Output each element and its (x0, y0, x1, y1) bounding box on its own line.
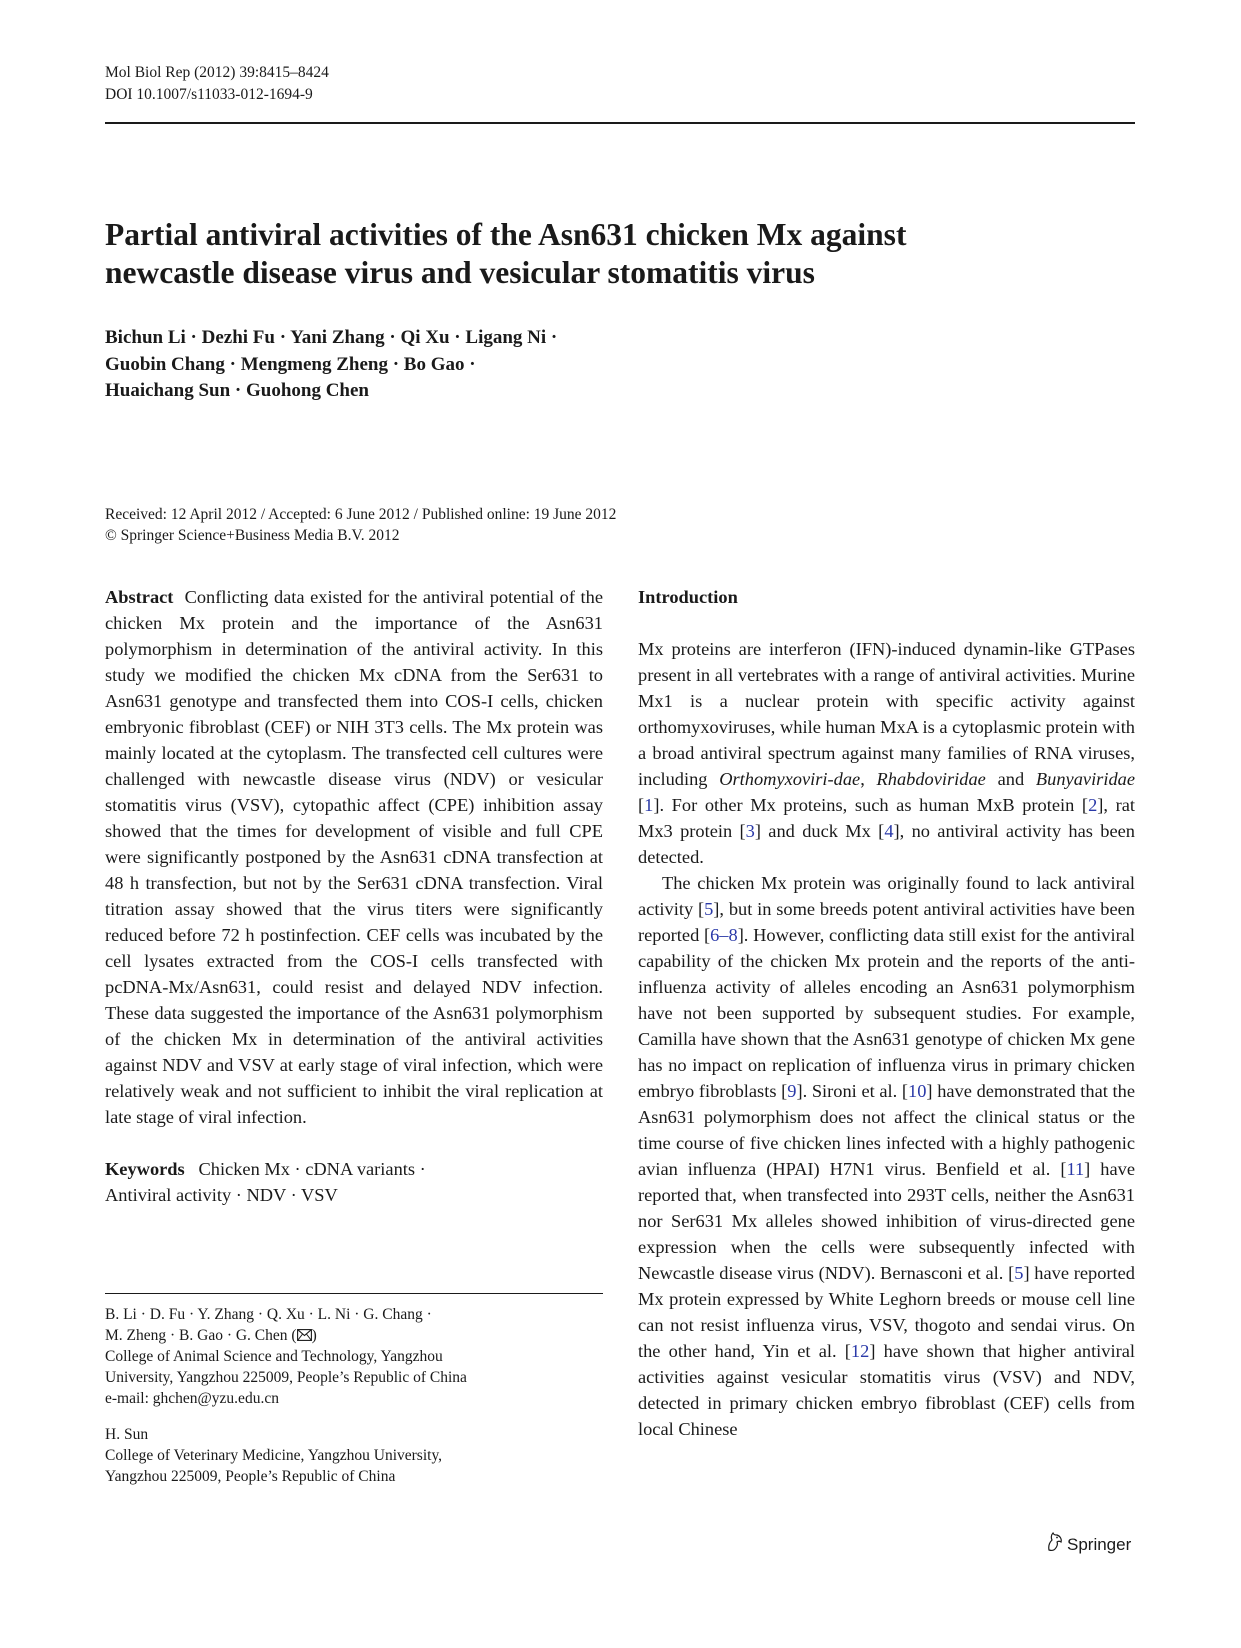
author-line: Bichun Li · Dezhi Fu · Yani Zhang · Qi Xu · Ligang Ni · (105, 327, 558, 348)
affiliations (105, 1304, 603, 1487)
abstract (105, 584, 603, 1130)
publisher-name: Springer (1067, 1534, 1132, 1554)
header-rule (105, 122, 1135, 124)
keywords-line: Chicken Mx · cDNA variants · (198, 1159, 426, 1179)
journal-citation: Mol Biol Rep (2012) 39:8415–8424 (105, 64, 329, 81)
citation-link[interactable]: 11 (1066, 1159, 1085, 1179)
citation-link[interactable]: 9 (787, 1081, 797, 1101)
affiliation-address: Yangzhou 225009, People’s Republic of China (105, 1468, 396, 1485)
history-line: Received: 12 April 2012 / Accepted: 6 June 2012 / Published online: 19 June 2012 (105, 506, 617, 523)
intro-paragraph: The chicken Mx protein was originally found to lack antiviral activity [5], but in some breeds potent antiviral activities have been reported [6–8]. However, conflicting data still exist for the antiviral capability of the chicken Mx protein and the reports of the anti-influenza activity of alleles encoding an Asn631 polymorphism have not been supported by subsequent studies. For example, Camilla have shown that the Asn631 genotype of chicken Mx gene has no impact on replication of influenza virus in primary chicken embryo fibroblasts [9]. Sironi et al. [10] have demonstrated that the Asn631 polymorphism does not affect the clinical status or the time course of five chicken lines infected with a highly pathogenic avian influenza (HPAI) H7N1 virus. Benfield et al. [11] have reported that, when transfected into 293T cells, neither the Asn631 nor Ser631 Mx alleles showed inhibition of virus-directed gene expression when the cells were subsequently infected with Newcastle disease virus (NDV). Bernasconi et al. [5] have reported Mx protein expressed by White Leghorn breeds or mouse cell line can not resist influenza virus, VSV, thogoto and sendai virus. On the other hand, Yin et al. [12] have shown that higher antiviral activities against vesicular stomatitis virus (VSV) and NDV, detected in primary chicken embryo fibroblast (CEF) cells from local Chinese (638, 873, 1135, 1439)
affiliation-address: University, Yangzhou 225009, People’s Republic of China (105, 1369, 467, 1386)
affiliation-authors: B. Li · D. Fu · Y. Zhang · Q. Xu · L. Ni · G. Chang · (105, 1306, 432, 1323)
affiliation-email[interactable]: e-mail: ghchen@yzu.edu.cn (105, 1390, 279, 1407)
keywords (105, 1156, 603, 1208)
citation-link[interactable]: 12 (850, 1341, 870, 1361)
affiliation-authors: M. Zheng · B. Gao · G. Chen ( ) (105, 1327, 317, 1344)
citation-link[interactable]: 6–8 (710, 925, 738, 945)
title-line: newcastle disease virus and vesicular stomatitis virus (105, 255, 815, 290)
right-column (638, 584, 1135, 1442)
title-line: Partial antiviral activities of the Asn631 chicken Mx against (105, 217, 907, 252)
doi: DOI 10.1007/s11033-012-1694-9 (105, 86, 313, 103)
affiliation-separator (105, 1293, 603, 1294)
affiliation-address: College of Animal Science and Technology, Yangzhou (105, 1348, 443, 1365)
keywords-label: Keywords (105, 1159, 185, 1179)
publication-dates (105, 505, 1005, 546)
citation-link[interactable]: 1 (644, 795, 654, 815)
left-column (105, 584, 603, 1208)
copyright-line: © Springer Science+Business Media B.V. 2012 (105, 526, 400, 544)
running-header (105, 62, 329, 106)
section-heading-introduction: Introduction (638, 587, 738, 607)
citation-link[interactable]: 2 (1088, 795, 1098, 815)
keywords-line: Antiviral activity · NDV · VSV (105, 1185, 338, 1205)
affiliation-authors: H. Sun (105, 1426, 149, 1443)
author-line: Guobin Chang · Mengmeng Zheng · Bo Gao · (105, 353, 476, 375)
paper-title (105, 216, 1125, 292)
citation-link[interactable]: 5 (704, 899, 714, 919)
citation-link[interactable]: 3 (745, 821, 755, 841)
author-list (105, 325, 805, 405)
springer-horse-icon (1045, 1532, 1063, 1557)
abstract-label: Abstract (105, 587, 174, 607)
citation-link[interactable]: 4 (884, 821, 894, 841)
author-line: Huaichang Sun · Guohong Chen (105, 380, 369, 401)
publisher-footer (1045, 1532, 1131, 1557)
affiliation-address: College of Veterinary Medicine, Yangzhou University, (105, 1447, 443, 1464)
abstract-text: Conflicting data existed for the antiviral potential of the chicken Mx protein and the importance of the Asn631 polymorphism in determination of the antiviral activity. In this study we modified the chicken Mx cDNA from the Ser631 to Asn631 genotype and transfected them into COS-I cells, chicken embryonic fibroblast (CEF) or NIH 3T3 cells. The Mx protein was mainly located at the cytoplasm. The transfected cell cultures were challenged with newcastle disease virus (NDV) or vesicular stomatitis virus (VSV), cytopathic affect (CPE) inhibition assay showed that the times for development of visible and full CPE were significantly postponed by the Asn631 cDNA transfection at 48 h transfection, but not by the Ser631 cDNA transfection. Viral titration assay showed that the virus titers were significantly reduced before 72 h postinfection. CEF cells was incubated by the cell lysates extracted from the COS-I cells transfected with pcDNA-Mx/Asn631, could resist and delayed NDV infection. These data suggested the importance of the Asn631 polymorphism of the chicken Mx in determination of the antiviral activities against NDV and VSV at early stage of viral infection, which were relatively weak and not sufficient to inhibit the viral replication at late stage of viral infection. (105, 587, 603, 1127)
citation-link[interactable]: 5 (1014, 1263, 1024, 1283)
envelope-icon (297, 1327, 312, 1344)
intro-paragraph: Mx proteins are interferon (IFN)-induced dynamin-like GTPases present in all vertebrates with a range of antiviral activities. Murine Mx1 is a nuclear protein with specific activity against orthomyxoviruses, while human MxA is a cytoplasmic protein with a broad antiviral spectrum against many families of RNA viruses, including Orthomyxoviri-dae, Rhabdoviridae and Bunyaviridae [1]. For other Mx proteins, such as human MxB protein [2], rat Mx3 protein [3] and duck Mx [4], no antiviral activity has been detected. (638, 639, 1136, 867)
citation-link[interactable]: 10 (908, 1081, 927, 1101)
